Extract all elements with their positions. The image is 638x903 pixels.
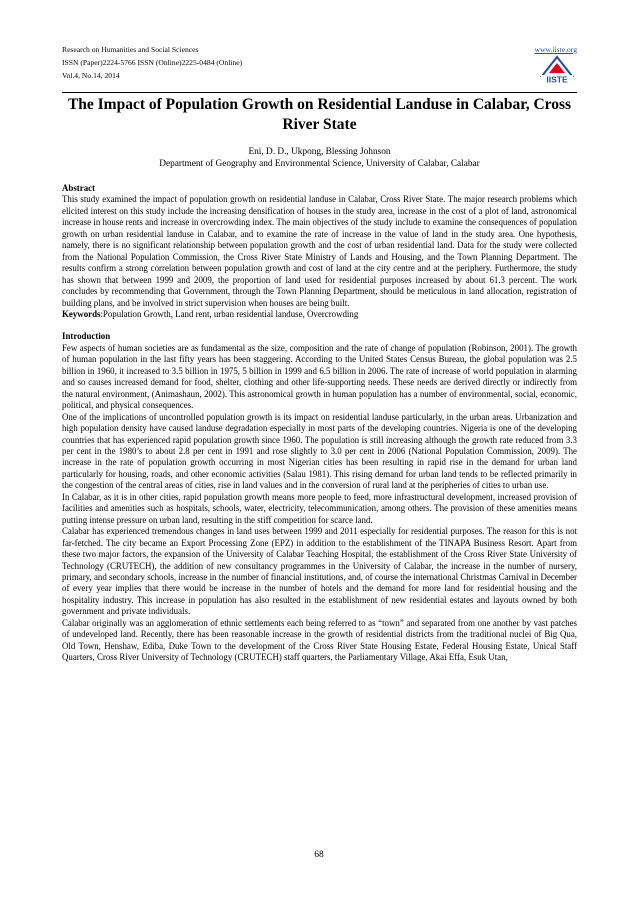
intro-paragraph: Calabar originally was an agglomeration of ethnic settlements each being referred to as “town” and separated from one another by vast patches of undeveloped land. Recently, there has been reasonable increase in the growth of residential districts from the traditional nuclei of Big Qua, Old Town, Henshaw, Ediba, Duke Town to the development of the Cross River State Housing Estate, Federal Housing Estate, Unical Staff Quarters, Cross River University of Technology (CRUTECH) staff quarters, the Parliamentary Village, Akai Effa, Esuk Utan, <box>62 617 577 663</box>
iiste-logo <box>538 54 576 84</box>
paper-body <box>62 183 577 664</box>
intro-paragraph: In Calabar, as it is in other cities, rapid population growth means more people to feed, more infrastructural development, increased provision of facilities and amenities such as hospitals, schools, water, electricity, telecommunication, among others. The provision of these amenities means putting intense pressure on urban land, resulting in the stiff competition for scarce land. <box>62 491 577 525</box>
keywords-line <box>62 309 577 320</box>
journal-url-link[interactable]: www.iiste.org <box>534 45 577 54</box>
issn-line: ISSN (Paper)2224-5766 ISSN (Online)2225-0484 (Online) <box>62 58 243 67</box>
header-rule <box>62 92 577 93</box>
author-list: Eni, D. D., Ukpong, Blessing Johnson <box>248 147 391 157</box>
journal-name: Research on Humanities and Social Sciences <box>62 45 199 54</box>
introduction-heading: Introduction <box>62 331 111 342</box>
intro-paragraph: Calabar has experienced tremendous changes in land uses between 1999 and 2011 especially for residential purposes. The reason for this is not far-fetched. The city became an Export Processing Zone (EPZ) in addition to the establishment of the TINAPA Business Resort. Apart from these two major factors, the expansion of the University of Calabar Teaching Hospital, the establishment of the Cross River State University of Technology (CRUTECH), the addition of new consultancy programmes in the University of Calabar, the increase in the number of nursery, primary, and secondary schools, increase in the number of financial institutions, and, of course the international Christmas Carnival in December of every year implies that there would be increase in the number of hotels and the demand for more land for residential housing and the hospitality industry. This increase in population has also resulted in the establishment of new residential estates and layouts owned by both government and private individuals. <box>62 526 577 617</box>
intro-paragraph: One of the implications of uncontrolled population growth is its impact on residential landuse particularly, in the urban areas. Urbanization and high population density have caused landuse degradation especially in most parts of the developing countries. Nigeria is one of the developing countries that has experienced rapid population growth since 1960. The population is still increasing although the growth rate reduced from 3.3 per cent in the 1980’s to about 2.8 per cent in 1991 and rose slightly to 3.0 per cent in 2006 (National Population Commission, 2009). The increase in the rate of population growth occurring in most Nigerian cities has been resulting in rapid rise in the demand for urban land particularly for housing, roads, and other economic activities (Salau 1981). This rising demand for urban land tends to be reflected primarily in the congestion of the central areas of cities, rise in land values and in the conversion of rural land at the peripheries of cities to urban use. <box>62 411 577 491</box>
paper-title: The Impact of Population Growth on Residential Landuse in Calabar, Cross River State <box>67 96 572 133</box>
abstract-text: This study examined the impact of population growth on residential landuse in Calabar, Cross River State. The major research problems which elicited interest on this study include the increasing densification of houses in the study area, increase in the cost of a plot of land, astronomical increase in house rents and increase in overcrowding index. The main objectives of the study include to examine the consequences of population growth on urban residential landuse in Calabar, and to examine the rate of increase in the value of land in the study area. One hypothesis, namely, there is no significant relationship between population growth and the cost of urban residential land. Data for the study were collected from the National Population Commission, the Cross River State Ministry of Lands and Housing, and the Town Planning Department. The results confirm a strong correlation between population growth and cost of land at the city centre and at the periphery. Furthermore, the study has shown that between 1999 and 2009, the proportion of land used for residential purposes increased by about 61.3 percent. The work concludes by recommending that Government, through the Town Planning Department, should be meticulous in land allocation, registration of building plans, and be involved in strict supervision when houses are being built. <box>62 194 577 308</box>
author-affiliation: Department of Geography and Environmental Science, University of Calabar, Calabar <box>159 159 480 169</box>
volume-line: Vol.4, No.14, 2014 <box>62 71 120 80</box>
section-gap <box>62 320 577 331</box>
abstract-heading: Abstract <box>62 183 96 193</box>
keywords-text: :Population Growth, Land rent, urban residential landuse, Overcrowding <box>100 308 359 319</box>
keywords-label: Keywords <box>62 308 101 319</box>
page-number: 68 <box>314 850 324 860</box>
intro-paragraph: Few aspects of human societies are as fundamental as the size, composition and the rate of change of population (Robinson, 2001). The growth of human population in the last fifty years has been staggering. According to the United States Census Bureau, the global population was 2.5 billion in 1960, it increased to 3.5 billion in 1975, 5 billion in 1999 and 6.5 billion in 2006. The rate of increase of world population in alarming and so causes increased demand for food, shelter, clothing and other life-supporting needs. These needs are derived directly or indirectly from the natural environment, (Animashaun, 2002). This astronomical growth in human population has a number of environmental, social, economic, political, and physical consequences. <box>62 342 577 411</box>
logo-text: IISTE <box>546 74 568 84</box>
